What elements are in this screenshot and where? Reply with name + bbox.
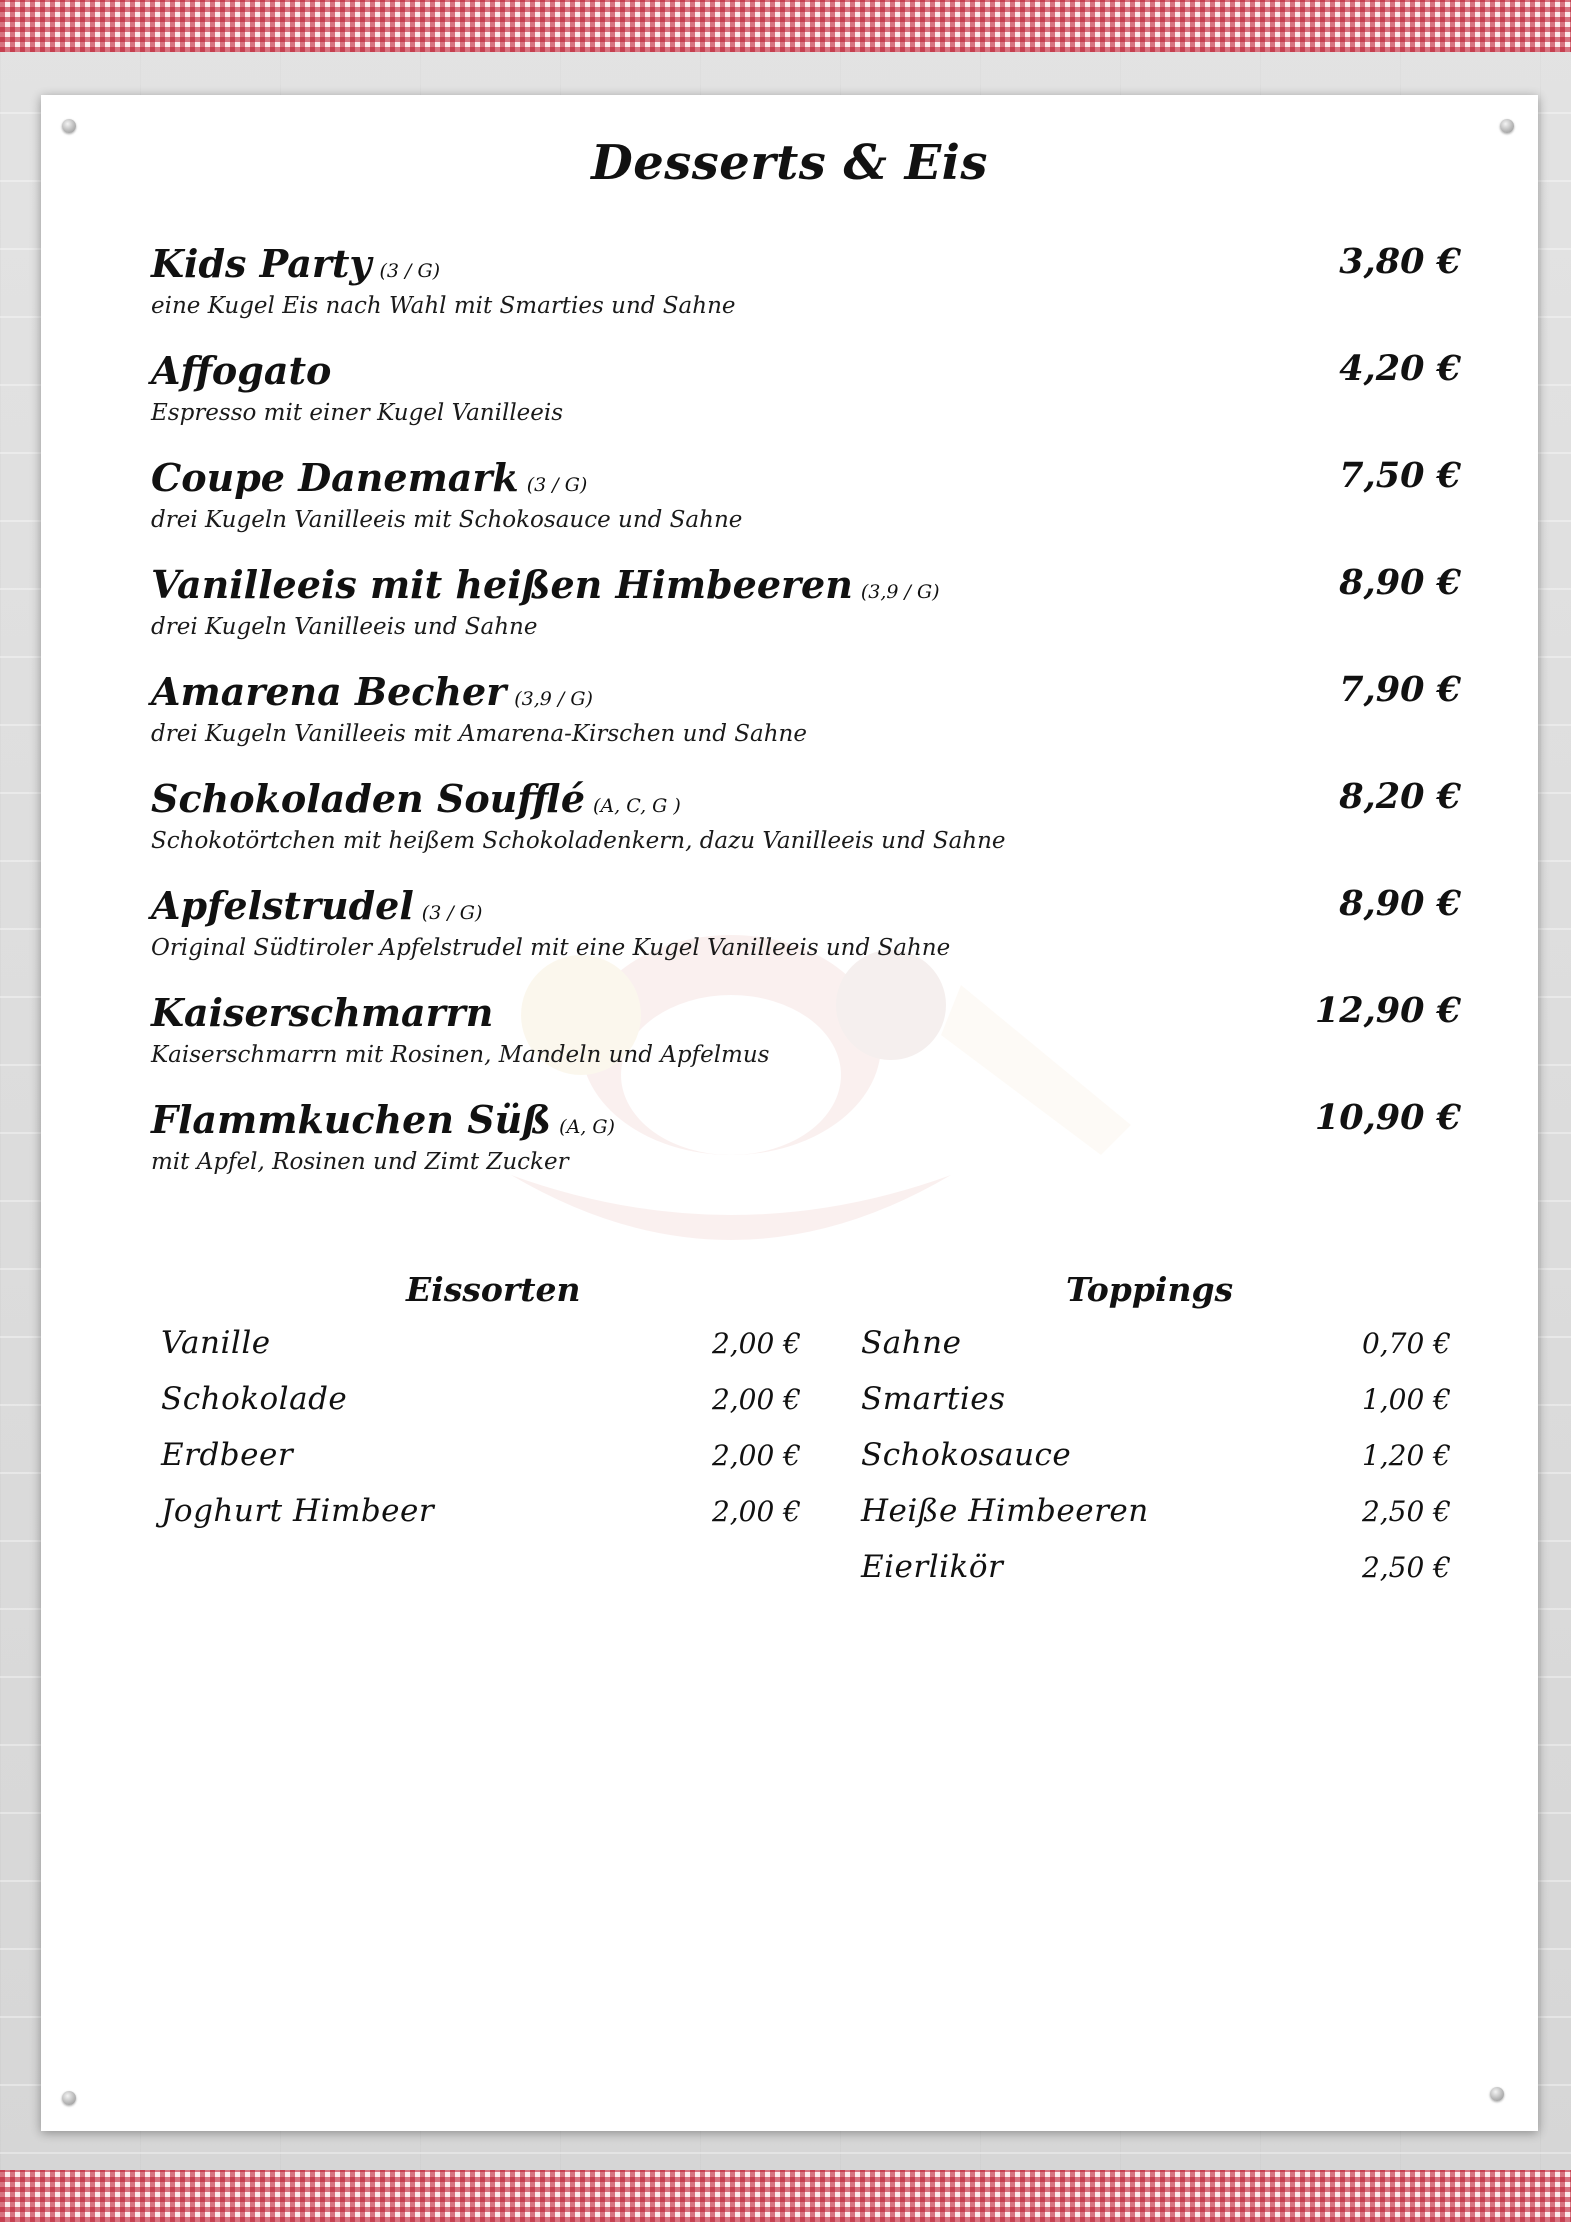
list-item <box>861 1493 1461 1549</box>
menu-item-allergens: (A, G) <box>559 1116 615 1138</box>
list-item <box>161 1437 801 1493</box>
menu-item-description: eine Kugel Eis nach Wahl mit Smarties und Sahne <box>151 293 736 319</box>
menu-item-line <box>151 556 1461 616</box>
menu-item-price: 10,90 € <box>1314 1097 1461 1138</box>
pin-icon <box>62 2091 76 2105</box>
menu-item-title: Coupe Danemark <box>151 455 519 500</box>
pin-icon <box>1500 119 1514 133</box>
menu-item-title: Kids Party <box>151 241 372 286</box>
toppings-name: Heiße Himbeeren <box>861 1493 1149 1529</box>
menu-item <box>151 449 1461 556</box>
page-title: Desserts & Eis <box>591 135 988 191</box>
eissorten-name: Joghurt Himbeer <box>161 1493 435 1529</box>
menu-item-line <box>151 235 1461 295</box>
menu-item-price: 3,80 € <box>1339 241 1461 282</box>
toppings-name: Sahne <box>861 1325 962 1361</box>
menu-item-allergens: (A, C, G ) <box>593 795 681 817</box>
menu-item <box>151 770 1461 877</box>
menu-item-description: drei Kugeln Vanilleeis und Sahne <box>151 614 538 640</box>
menu-sheet <box>41 95 1538 2131</box>
menu-item <box>151 556 1461 663</box>
toppings-rows <box>861 1325 1461 1605</box>
menu-item-price: 7,50 € <box>1339 455 1461 496</box>
menu-item-line <box>151 449 1461 509</box>
menu-item-price: 8,20 € <box>1339 776 1461 817</box>
menu-item-description: mit Apfel, Rosinen und Zimt Zucker <box>151 1149 569 1175</box>
menu-item-line <box>151 1091 1461 1151</box>
toppings-heading: Toppings <box>1066 1270 1234 1309</box>
menu-item-line <box>151 342 1461 402</box>
menu-item-allergens: (3,9 / G) <box>860 581 940 603</box>
menu-item-price: 12,90 € <box>1314 990 1461 1031</box>
toppings-price: 1,00 € <box>1361 1383 1451 1416</box>
list-item <box>161 1381 801 1437</box>
menu-item <box>151 1091 1461 1198</box>
menu-item-allergens: (3 / G) <box>421 902 483 924</box>
menu-item-line <box>151 770 1461 830</box>
menu-item-price: 4,20 € <box>1339 348 1461 389</box>
menu-item-name <box>151 562 940 607</box>
menu-item-name <box>151 883 482 928</box>
menu-item <box>151 235 1461 342</box>
menu-item-title: Schokoladen Soufflé <box>151 776 586 821</box>
toppings-price: 0,70 € <box>1361 1327 1451 1360</box>
toppings-price: 2,50 € <box>1361 1551 1451 1584</box>
menu-item <box>151 342 1461 449</box>
eissorten-name: Erdbeer <box>161 1437 294 1473</box>
menu-item-price: 8,90 € <box>1339 562 1461 603</box>
eissorten-price: 2,00 € <box>711 1439 801 1472</box>
toppings-name: Schokosauce <box>861 1437 1072 1473</box>
list-item <box>861 1325 1461 1381</box>
menu-item-description: Original Südtiroler Apfelstrudel mit eine Kugel Vanilleeis und Sahne <box>151 935 951 961</box>
menu-item-description: drei Kugeln Vanilleeis mit Amarena-Kirschen und Sahne <box>151 721 807 747</box>
menu-item-title: Vanilleeis mit heißen Himbeeren <box>151 562 853 607</box>
menu-item-name <box>151 455 587 500</box>
eissorten-price: 2,00 € <box>711 1383 801 1416</box>
menu-item-line <box>151 984 1461 1044</box>
menu-item-name <box>151 990 493 1035</box>
list-item <box>861 1549 1461 1605</box>
menu-item-allergens: (3,9 / G) <box>514 688 593 710</box>
menu-item-price: 7,90 € <box>1339 669 1461 710</box>
gingham-border-top <box>0 0 1571 52</box>
list-item <box>861 1437 1461 1493</box>
toppings-price: 1,20 € <box>1361 1439 1451 1472</box>
list-item <box>161 1325 801 1381</box>
menu-item-title: Amarena Becher <box>151 669 507 714</box>
toppings-name: Eierlikör <box>861 1549 1004 1585</box>
menu-item-allergens: (3 / G) <box>379 260 441 282</box>
gingham-border-bottom <box>0 2170 1571 2222</box>
menu-item-price: 8,90 € <box>1339 883 1461 924</box>
menu-item-line <box>151 663 1461 723</box>
menu-item-description: Kaiserschmarrn mit Rosinen, Mandeln und Apfelmus <box>151 1042 770 1068</box>
menu-item-name <box>151 669 593 714</box>
menu-item-name <box>151 241 440 286</box>
toppings-name: Smarties <box>861 1381 1006 1417</box>
list-item <box>161 1493 801 1549</box>
menu-item-name <box>151 776 681 821</box>
eissorten-name: Vanille <box>161 1325 271 1361</box>
pin-icon <box>1490 2087 1504 2101</box>
menu-item-title: Affogato <box>151 348 332 393</box>
menu-item-description: Espresso mit einer Kugel Vanilleeis <box>151 400 564 426</box>
eissorten-price: 2,00 € <box>711 1327 801 1360</box>
menu-item-description: drei Kugeln Vanilleeis mit Schokosauce und Sahne <box>151 507 743 533</box>
eissorten-name: Schokolade <box>161 1381 348 1417</box>
dessert-list <box>151 235 1461 1198</box>
menu-item-title: Kaiserschmarrn <box>151 990 494 1035</box>
list-item <box>861 1381 1461 1437</box>
eissorten-heading: Eissorten <box>406 1270 581 1309</box>
menu-item-title: Apfelstrudel <box>151 883 414 928</box>
menu-item-description: Schokotörtchen mit heißem Schokoladenkern, dazu Vanilleeis und Sahne <box>151 828 1006 854</box>
menu-item-name <box>151 348 331 393</box>
pin-icon <box>62 119 76 133</box>
menu-item-title: Flammkuchen Süß <box>151 1097 552 1142</box>
eissorten-rows <box>161 1325 801 1549</box>
menu-item <box>151 663 1461 770</box>
toppings-price: 2,50 € <box>1361 1495 1451 1528</box>
menu-item-name <box>151 1097 615 1142</box>
menu-item-allergens: (3 / G) <box>526 474 588 496</box>
menu-item-line <box>151 877 1461 937</box>
eissorten-price: 2,00 € <box>711 1495 801 1528</box>
menu-item <box>151 877 1461 984</box>
menu-item <box>151 984 1461 1091</box>
